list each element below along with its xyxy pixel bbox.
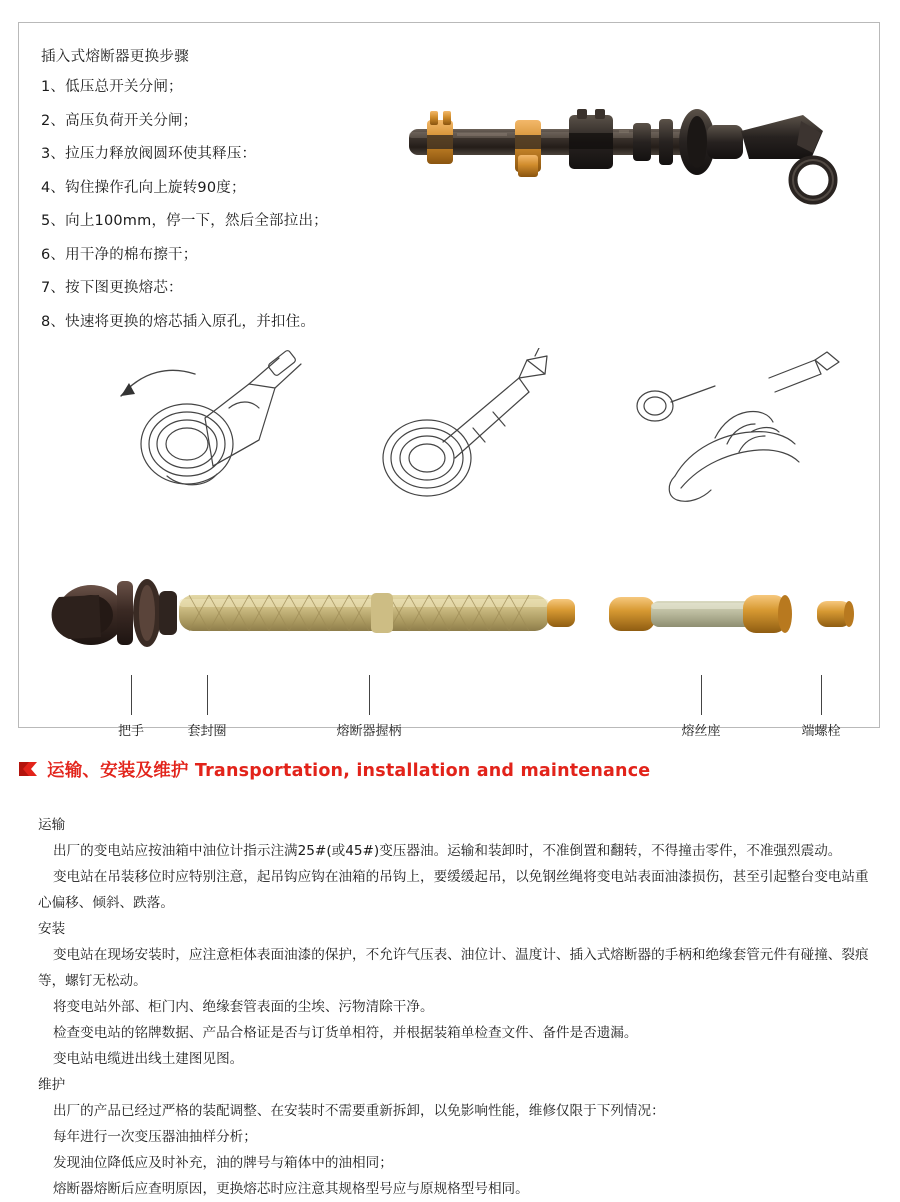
instruction-panel	[18, 22, 880, 739]
illustration-wipe	[619, 348, 849, 538]
body-subheading: 维护	[38, 1077, 66, 1093]
component-photo	[39, 553, 859, 673]
step-item: 3、拉压力释放阀圆环使其释压：	[41, 146, 257, 162]
step-item: 6、用干净的棉布擦干；	[41, 246, 198, 263]
step-item: 4、钩住操作孔向上旋转90度；	[41, 179, 246, 196]
callout-leader	[821, 675, 822, 715]
red-flag-icon	[18, 760, 38, 778]
callout-handle	[101, 675, 161, 739]
callout-label: 熔丝座	[681, 724, 721, 739]
component-callouts	[39, 675, 859, 739]
callout-label: 套封圈	[187, 724, 227, 739]
steps-title: 插入式熔断器更换步骤	[41, 49, 189, 65]
callout-end-bolt	[783, 675, 859, 739]
callout-leader	[701, 675, 702, 715]
callout-leader	[207, 675, 208, 715]
fuse-assembly-photo	[397, 85, 869, 220]
callout-seal-ring	[169, 675, 245, 739]
operation-illustrations	[39, 348, 859, 548]
callout-leader	[131, 675, 132, 715]
body-paragraph: 变电站在现场安装时，应注意柜体表面油漆的保护，不允许气压表、油位计、温度计、插入式熔断器的手柄和绝缘套管元件有碰撞、裂痕等，螺钉无松动。	[38, 947, 869, 989]
callout-label: 熔断器握柄	[336, 724, 402, 739]
body-paragraph: 检查变电站的铭牌数据、产品合格证是否与订货单相符，并根据装箱单检查文件、备件是否遗漏。	[52, 1025, 638, 1041]
step-item: 7、按下图更换熔芯：	[41, 280, 183, 296]
illustration-pullout	[369, 348, 579, 538]
step-item: 8、快速将更换的熔芯插入原孔，并扣住。	[41, 313, 316, 330]
body-paragraph: 熔断器熔断后应查明原因，更换熔芯时应注意其规格型号应与原规格型号相同。	[52, 1181, 529, 1197]
body-paragraph: 变电站电缆进出线土建图见图。	[52, 1051, 244, 1067]
body-paragraph: 发现油位降低应及时补充，油的牌号与箱体中的油相同；	[52, 1155, 393, 1171]
section-heading-text: 运输、安装及维护 Transportation, installation and maintenance	[47, 760, 651, 781]
callout-label: 端螺栓	[801, 724, 841, 739]
callout-label: 把手	[117, 724, 144, 739]
callout-fuse-grip	[313, 675, 425, 739]
maintenance-body	[38, 812, 874, 1202]
replacement-steps	[41, 45, 381, 348]
step-item: 1、低压总开关分闸；	[41, 79, 183, 95]
body-paragraph: 变电站在吊装移位时应特别注意，起吊钩应钩在油箱的吊钩上，要缓缓起吊，以免钢丝绳将变电站表面油漆损伤，甚至引起整台变电站重心偏移、倾斜、跌落。	[38, 869, 869, 911]
body-paragraph: 每年进行一次变压器油抽样分析；	[52, 1129, 257, 1145]
callout-fuse-holder	[663, 675, 739, 739]
body-paragraph: 出厂的产品已经过严格的装配调整、在安装时不需要重新拆卸，以免影响性能，维修仅限于下列情况：	[52, 1103, 665, 1119]
body-paragraph: 将变电站外部、柜门内、绝缘套管表面的尘埃、污物清除干净。	[52, 999, 434, 1015]
body-subheading: 安装	[38, 921, 66, 937]
body-paragraph: 出厂的变电站应按油箱中油位计指示注满25#(或45#)变压器油。运输和装卸时，不准倒置和翻转，不得撞击零件，不准强烈震动。	[52, 843, 842, 859]
section-heading	[18, 752, 880, 786]
body-subheading: 运输	[38, 817, 66, 833]
callout-leader	[369, 675, 370, 715]
illustration-rotate	[109, 348, 339, 538]
step-item: 2、高压负荷开关分闸；	[41, 112, 198, 129]
step-item: 5、向上100mm，停一下，然后全部拉出；	[41, 213, 328, 229]
